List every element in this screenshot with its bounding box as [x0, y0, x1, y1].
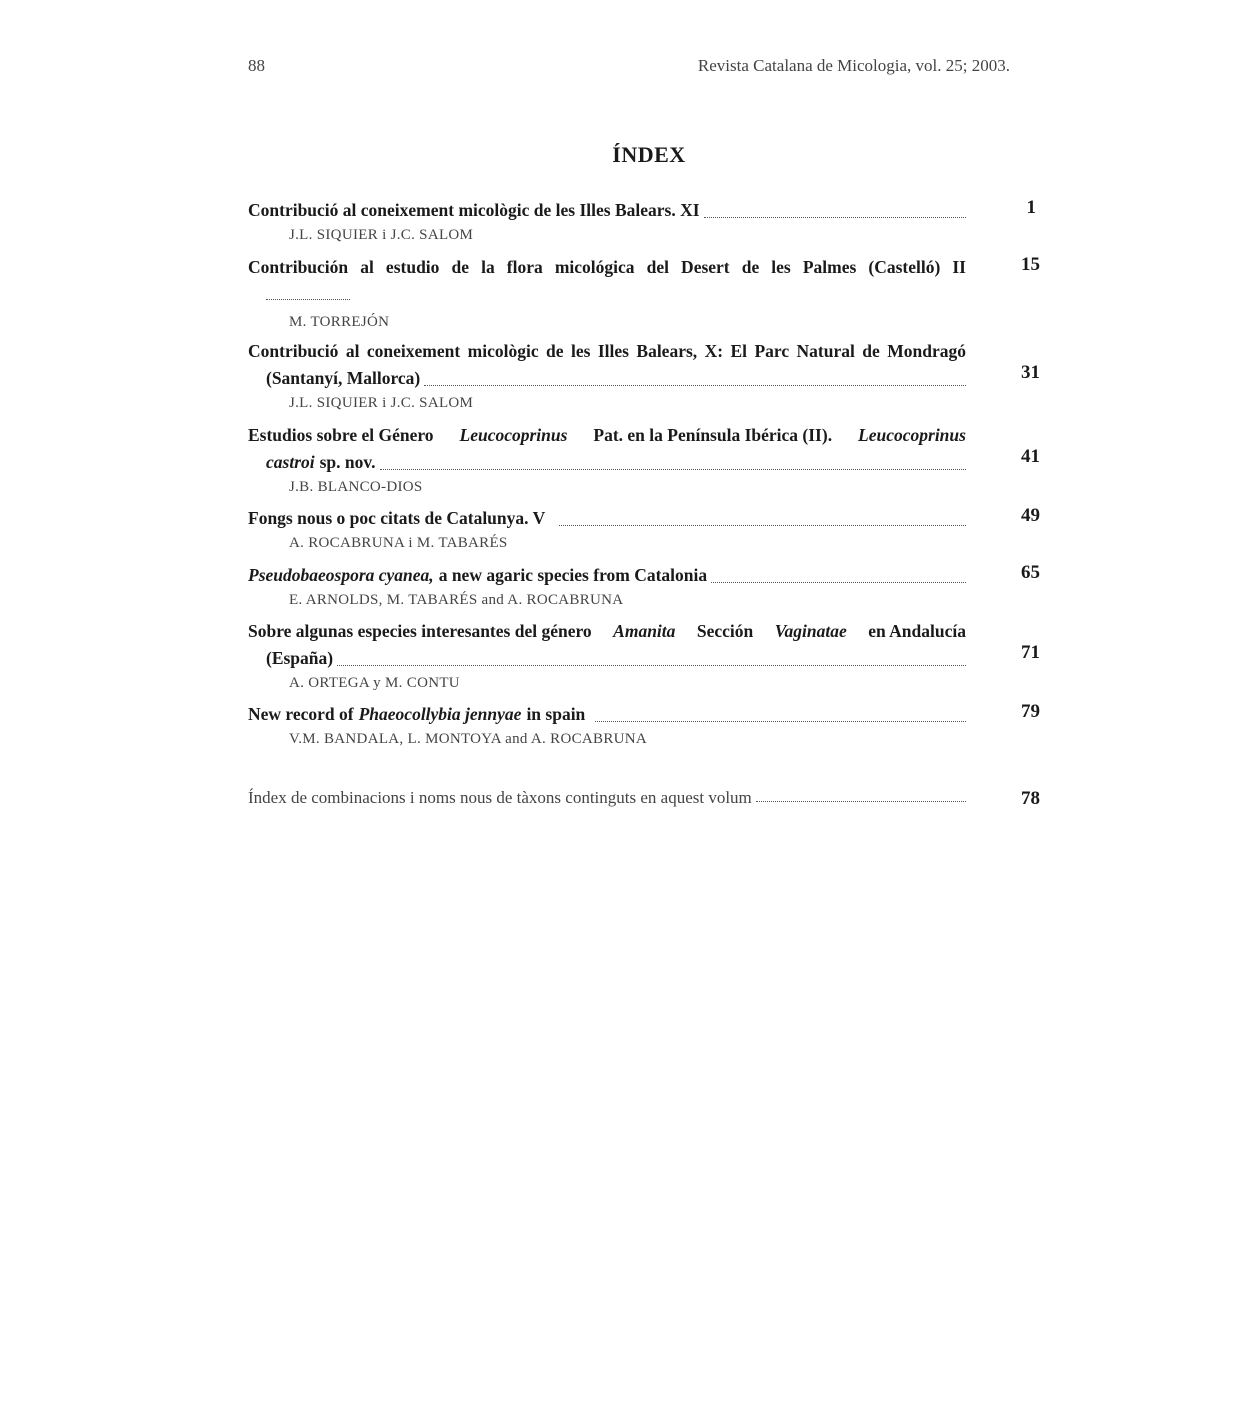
- entry-title-italic: Vaginatae: [774, 621, 847, 641]
- entry-title-text: Pat. en la Península Ibérica (II).: [593, 425, 833, 445]
- leader-dots: [337, 665, 966, 666]
- leader-dots: [380, 469, 966, 470]
- entry-title-continuation: [248, 449, 966, 476]
- entry-title-text: Sobre algunas especies interesantes del género: [248, 621, 592, 641]
- entry-authors: V.M. BANDALA, L. MONTOYA and A. ROCABRUNA: [289, 731, 648, 747]
- entry-title: [248, 422, 966, 449]
- entry-authors: J.L. SIQUIER i J.C. SALOM: [289, 227, 474, 243]
- entry-title-continuation: [248, 281, 966, 311]
- entry-title-continuation: [248, 365, 966, 392]
- leader-dots: [559, 525, 966, 526]
- entry-page-number: 41: [1021, 446, 1040, 467]
- entry-title: [248, 562, 966, 589]
- page-number: 88: [248, 56, 265, 75]
- entry-title: [248, 505, 966, 532]
- entry-authors: J.B. BLANCO-DIOS: [289, 479, 423, 495]
- toc-entry: [248, 254, 966, 333]
- running-head: Revista Catalana de Micologia, vol. 25; 2003.: [697, 56, 1010, 75]
- combinations-index-entry: [248, 788, 966, 808]
- entry-title-text: Índex de combinacions i noms nous de tàxons continguts en aquest volum: [248, 788, 752, 807]
- leader-dots: [756, 801, 966, 802]
- entry-title: [248, 701, 966, 728]
- entry-title-text: a new agaric species from Catalonia: [438, 565, 708, 585]
- entry-title: [248, 197, 966, 224]
- entry-title-text: in spain: [526, 704, 586, 724]
- toc-entry: [248, 338, 966, 414]
- entry-title-text: Estudios sobre el Género: [248, 425, 434, 445]
- entry-title: Contribución al estudio de la flora micológica del Desert de les Palmes (Castelló) II: [248, 257, 966, 277]
- leader-dots: [704, 217, 966, 218]
- entry-authors: A. ORTEGA y M. CONTU: [289, 675, 460, 691]
- entry-page-number: 15: [1021, 254, 1040, 275]
- entry-title-text: (España): [266, 648, 334, 668]
- entry-title-text: Fongs nous o poc citats de Catalunya. V: [248, 508, 546, 528]
- leader-dots: [266, 287, 350, 300]
- entry-title-continuation: [248, 645, 966, 672]
- entry-page-number: 1: [1026, 197, 1036, 218]
- entry-authors: M. TORREJÓN: [289, 314, 390, 330]
- entry-page-number: 65: [1021, 562, 1040, 583]
- entry-page-number: 31: [1021, 362, 1040, 383]
- entry-authors: A. ROCABRUNA i M. TABARÉS: [289, 535, 508, 551]
- entry-page-number: 49: [1021, 505, 1040, 526]
- toc-entry: [248, 422, 966, 498]
- entry-title-text: New record of: [248, 704, 354, 724]
- entry-title-italic: Amanita: [613, 621, 676, 641]
- index-title: ÍNDEX: [612, 142, 686, 167]
- leader-dots: [595, 721, 966, 722]
- entry-title-italic: Leucocoprinus: [858, 425, 966, 445]
- entry-authors: E. ARNOLDS, M. TABARÉS and A. ROCABRUNA: [289, 592, 624, 608]
- toc-entry: [248, 618, 966, 694]
- entry-authors: J.L. SIQUIER i J.C. SALOM: [289, 395, 474, 411]
- leader-dots: [424, 385, 966, 386]
- entry-title-text: en Andalucía: [868, 621, 966, 641]
- entry-title: [248, 618, 966, 645]
- entry-page-number: 78: [1021, 788, 1040, 809]
- toc-entry: [248, 701, 966, 750]
- entry-page-number: 79: [1021, 701, 1040, 722]
- entry-title-text: Contribució al coneixement micològic de les Illes Balears. XI: [248, 200, 700, 220]
- toc-entry: [248, 562, 966, 611]
- entry-title-text: (Santanyí, Mallorca): [266, 368, 421, 388]
- entry-title-text: sp. nov.: [319, 452, 376, 472]
- entry-title-italic: Phaeocollybia jennyae: [358, 704, 522, 724]
- toc-entry: [248, 197, 966, 246]
- entry-title-italic: castroi: [266, 452, 315, 472]
- leader-dots: [711, 582, 966, 583]
- entry-title-text: Sección: [696, 621, 754, 641]
- toc-entry: [248, 505, 966, 554]
- entry-title-italic: Pseudobaeospora cyanea,: [248, 565, 434, 585]
- entry-title-italic: Leucocoprinus: [459, 425, 568, 445]
- entry-title: Contribució al coneixement micològic de les Illes Balears, X: El Parc Natural de Mondragó: [248, 341, 966, 361]
- entry-page-number: 71: [1021, 642, 1040, 663]
